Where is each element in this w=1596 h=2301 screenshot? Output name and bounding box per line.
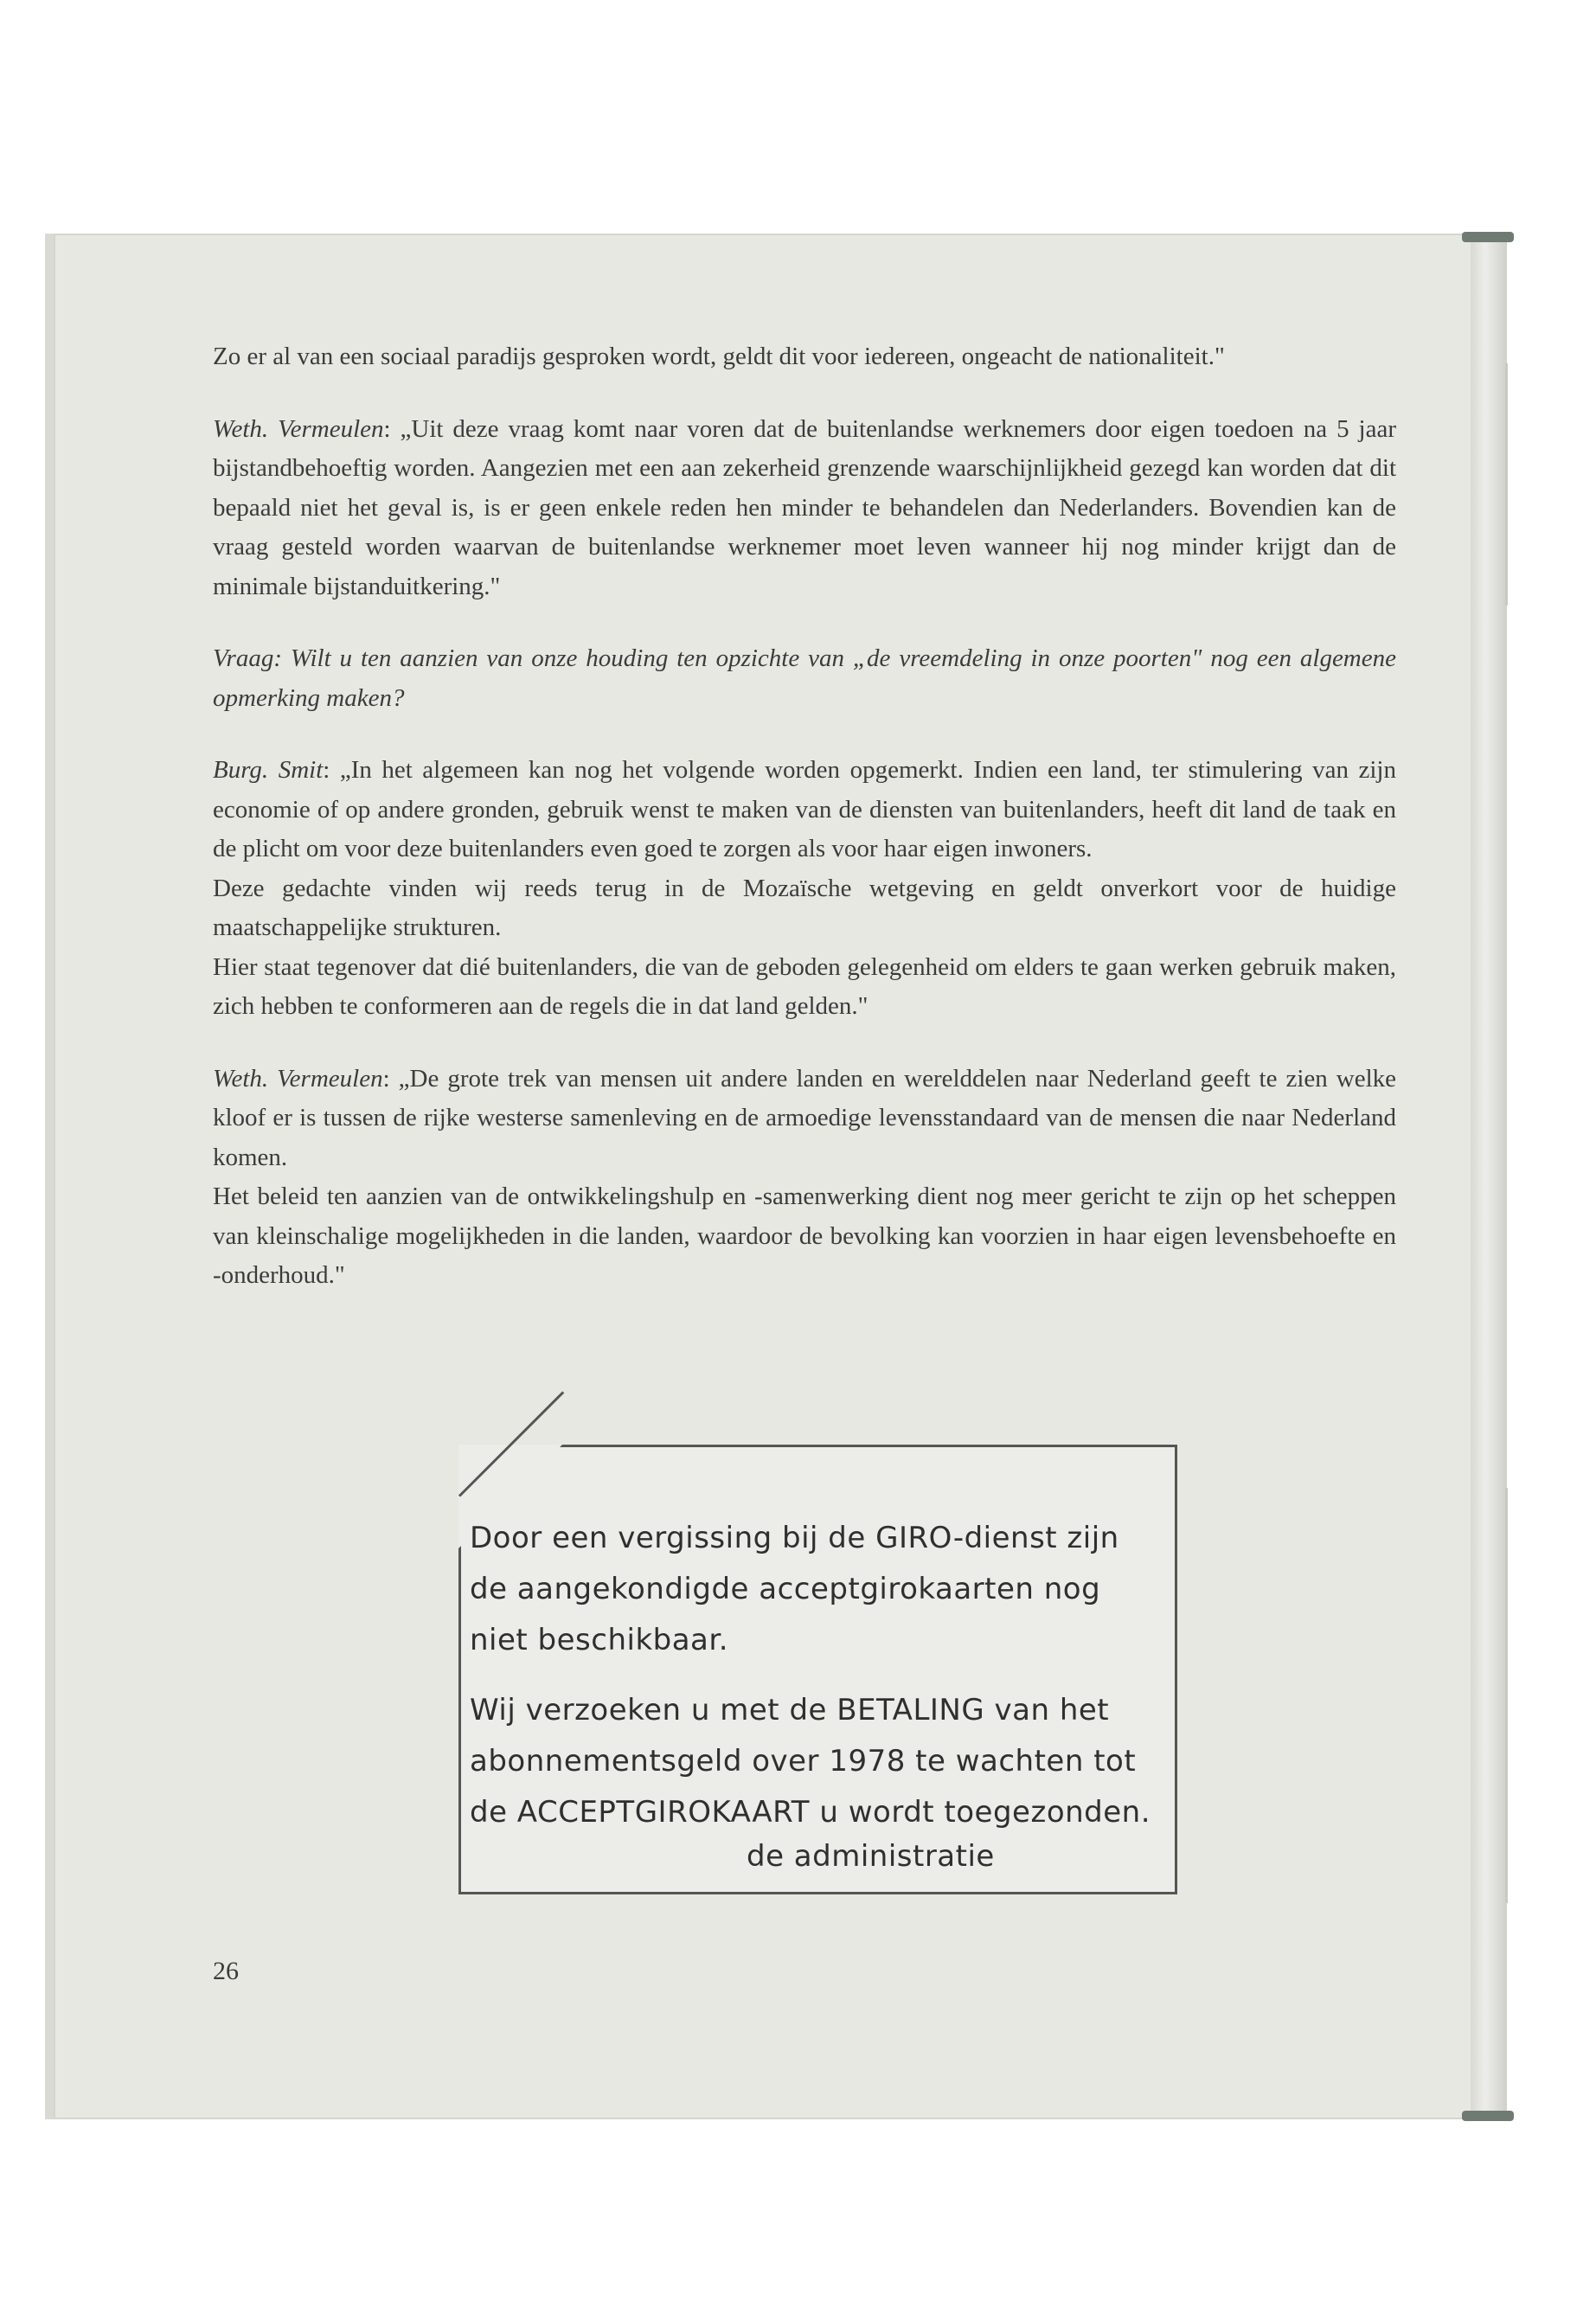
paragraph-text: Hier staat tegenover dat dié buitenlanders, die van de geboden gelegenheid om elders te gaan werken gebruik maken, zich hebben te conformeren aan de regels die in dat land gelden." xyxy=(213,952,1396,1020)
paragraph-text: : „De grote trek van mensen uit andere landen en werelddelen naar Nederland geeft te zien welke kloof er is tussen de rijke westerse samenleving en de armoedige levensstandaard van de mensen die naar Nederland komen. xyxy=(213,1064,1397,1171)
notice-paragraph: Door een vergissing bij de GIRO-dienst zijn de aangekondigde acceptgirokaarten nog niet beschikbaar. xyxy=(470,1521,1119,1657)
speaker-name: Burg. Smit xyxy=(213,756,324,784)
book-clip-top xyxy=(1462,232,1514,242)
margin-mark xyxy=(1505,1488,1508,1903)
notice-signature: de administratie xyxy=(747,1839,995,1874)
question-paragraph: Vraag: Wilt u ten aanzien van onze houding ten opzichte van „de vreemdeling in onze poorten" nog een algemene opmerking maken? xyxy=(213,644,1396,712)
paragraph-vermeulen-2 xyxy=(213,1060,1396,1296)
speaker-name: Weth. Vermeulen xyxy=(213,414,384,443)
paragraph-vermeulen-1 xyxy=(213,410,1396,607)
paragraph-text: Het beleid ten aanzien van de ontwikkelingshulp en -samenwerking dient nog meer gericht te zijn op het scheppen van kleinschalige mogelijkheden in die landen, waardoor de bevolking kan voorzien in haar eigen levensbehoefte en -onderhoud." xyxy=(213,1183,1396,1289)
intro-paragraph: Zo er al van een sociaal paradijs gesproken wordt, geldt dit voor iedereen, ongeacht de nationaliteit." xyxy=(213,343,1225,370)
giro-notice-box xyxy=(458,1445,1177,1894)
paragraph-text: : „Uit deze vraag komt naar voren dat de buitenlandse werknemers door eigen toedoen na 5 jaar bijstandbehoeftig worden. Aangezien met een aan zekerheid grenzende waarschijnlijkheid gezegd kan worden dat dit bepaald niet het geval is, is er geen enkele reden hen minder te behandelen dan Nederlanders. Bovendien kan de vraag gesteld worden waarvan de buitenlandse werknemer moet leven wanneer hij nog minder krijgt dan de minimale bijstanduitkering." xyxy=(213,414,1396,600)
speaker-name: Weth. Vermeulen xyxy=(213,1064,383,1093)
book-clip-bottom xyxy=(1462,2111,1514,2121)
notice-body xyxy=(470,1513,1162,1857)
page-body xyxy=(213,337,1396,1296)
paragraph-text: Deze gedachte vinden wij reeds terug in de Mozaïsche wetgeving en geldt onverkort voor de huidige maatschappelijke strukturen. xyxy=(213,874,1396,941)
book-edge xyxy=(1471,234,1507,2119)
paragraph-smit xyxy=(213,751,1396,1027)
margin-mark xyxy=(1505,363,1508,606)
notice-paragraph: Wij verzoeken u met de BETALING van het abonnementsgeld over 1978 te wachten tot de ACCEPTGIROKAART u wordt toegezonden. xyxy=(470,1693,1151,1830)
paragraph-text: : „In het algemeen kan nog het volgende worden opgemerkt. Indien een land, ter stimulering van zijn economie of op andere gronden, gebruik wenst te maken van de diensten van buitenlanders, heeft dit land de taak en de plicht om voor deze buitenlanders even goed te zorgen als voor haar eigen inwoners. xyxy=(213,756,1396,862)
page-number: 26 xyxy=(213,1957,239,1985)
